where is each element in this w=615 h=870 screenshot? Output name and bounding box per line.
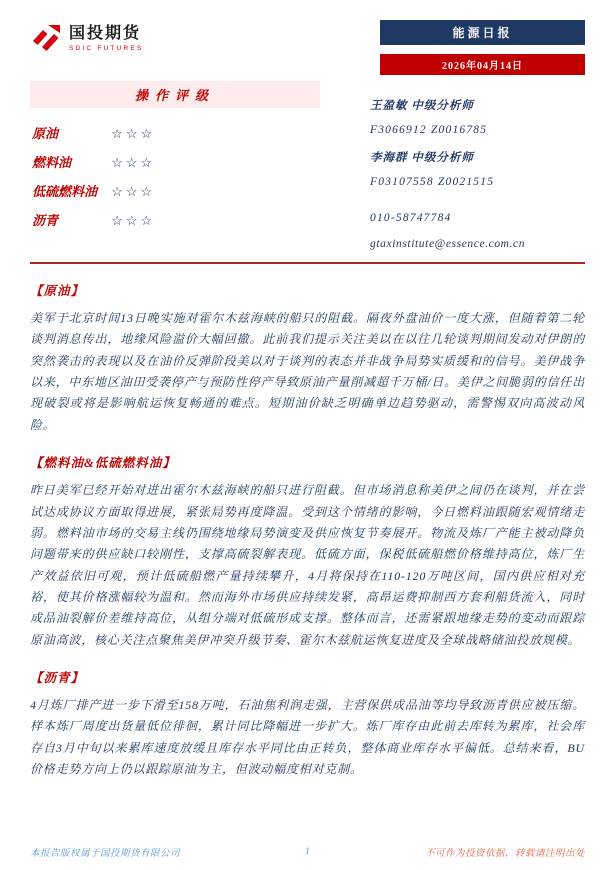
analyst-1-cert: F3066912 Z0016785 <box>370 124 488 136</box>
analyst-name-text: 王盈敏 <box>370 100 408 112</box>
rating-row-lsfo <box>32 181 320 200</box>
section-paragraph: 美军于北京时间13日晚实施对霍尔木兹海峡的船只的阻截。隔夜外盘油价一度大涨，但随着第二轮谈判消息传出，地缘风险溢价大幅回撤。此前我们提示关注美以在以往几轮谈判期间发动对伊朗的突然袭击的表现以及在油价反弹阶段美以对于谈判的表态并非战争局势实质缓和的信号。美伊战争以来，中东地区油田受袭停产与预防性停产导致原油产量削减超千万桶/日。美伊之间脆弱的信任出现破裂或将是影响航运恢复畅通的难点。短期油价缺乏明确单边趋势驱动，需警惕双向高波动风险。 <box>30 311 585 432</box>
contact-phone: 010-58747784 <box>370 212 452 224</box>
info-columns <box>30 81 585 250</box>
section-paragraph: 昨日美军已经开始对进出霍尔木兹海峡的船只进行阻截。但市场消息称美伊之间仍在谈判，并在尝试达成协议方面取得进展，紧张局势再度降温。受到这个情绪的影响，今日燃料油跟随宏观情绪走弱。燃料油市场的交易主线仍围绕地缘局势演变及供应恢复节奏展开。物流及炼厂产能主被动降负问题带来的供应缺口较刚性，支撑高硫裂解表现。低硫方面，保税低硫船燃价格维持高位，炼厂生产效益依旧可观，预计低硫船燃产量持续攀升，4月将保持在110-120万吨区间，国内供应相对充裕，使其价格涨幅较为温和。然而海外市场供应持续发紧，高昂运费抑制西方套利船货流入，同时成品油裂解价差维持高位，从组分端对低硫形成支撑。整体而言，还需紧跟地缘走势的变动而跟踪原油高波，核心关注点聚焦美伊冲突升级节奏、霍尔木兹航运恢复进度及全球战略储油投放规模。 <box>30 483 585 647</box>
footer-copyright: 本报告版权属于国投期货有限公司 <box>30 849 181 859</box>
rating-name: 沥青 <box>32 213 59 228</box>
section-crude-oil <box>30 281 585 436</box>
section-heading: 【原油】 <box>30 284 85 298</box>
analyst-2-cert: F03107558 Z0021515 <box>370 176 495 188</box>
rating-row-crude <box>32 123 320 142</box>
rating-stars-icon: ☆☆☆ <box>111 126 156 141</box>
footer-disclaimer: 不可作为投资依据，转载请注明出处 <box>424 849 585 859</box>
report-header <box>30 20 585 75</box>
section-heading: 【燃料油&低硫燃料油】 <box>30 456 176 471</box>
contact-email-link[interactable]: gtaxinstitute@essence.com.cn <box>370 238 526 250</box>
rating-title: 操作评级 <box>30 81 320 108</box>
rating-row-bitumen <box>32 210 320 229</box>
brand-subtitle: SDIC FUTURES <box>69 45 144 52</box>
report-type-banner: 能源日报 <box>380 20 585 45</box>
rating-name: 原油 <box>32 126 59 141</box>
analyst-name-text: 李海群 <box>370 152 408 164</box>
section-fuel-oil <box>30 453 585 651</box>
rating-stars-icon: ☆☆☆ <box>111 184 156 199</box>
sdic-logo-icon <box>30 21 62 51</box>
brand-name: 国投期货 <box>69 25 142 42</box>
section-heading: 【沥青】 <box>30 671 85 686</box>
section-paragraph: 4月炼厂排产进一步下滑至158万吨，石油焦利润走强，主营保供成品油等均导致沥青供应被压缩。样本炼厂周度出货量低位徘徊，累计同比降幅进一步扩大。炼厂库存由此前去库转为累库，社会库存自3月中旬以来累库速度放缓且库存水平同比由正转负，整体商业库存水平偏低。总结来看，BU价格走势方向上仍以跟踪原油为主，但波动幅度相对克制。 <box>30 698 585 777</box>
analyst-title-text: 中级分析师 <box>411 152 474 164</box>
rating-name: 燃料油 <box>32 155 72 170</box>
analyst-2-name <box>370 149 585 165</box>
page-footer <box>30 845 585 859</box>
analyst-1-name <box>370 97 585 113</box>
rating-row-fuel-oil <box>32 152 320 171</box>
rating-stars-icon: ☆☆☆ <box>111 213 156 228</box>
header-banners <box>380 20 585 75</box>
analyst-title-text: 中级分析师 <box>411 100 474 112</box>
rating-list <box>30 123 320 229</box>
section-bitumen <box>30 668 585 780</box>
logo-text <box>69 20 143 52</box>
analyst-panel <box>370 81 585 250</box>
rating-name: 低硫燃料油 <box>32 184 98 199</box>
report-date-banner: 2026年04月14日 <box>380 54 585 75</box>
company-logo <box>30 20 143 52</box>
rating-stars-icon: ☆☆☆ <box>111 155 156 170</box>
rating-panel <box>30 81 320 250</box>
report-body <box>30 281 585 780</box>
page-number: 1 <box>305 847 310 857</box>
header-divider <box>30 262 585 264</box>
